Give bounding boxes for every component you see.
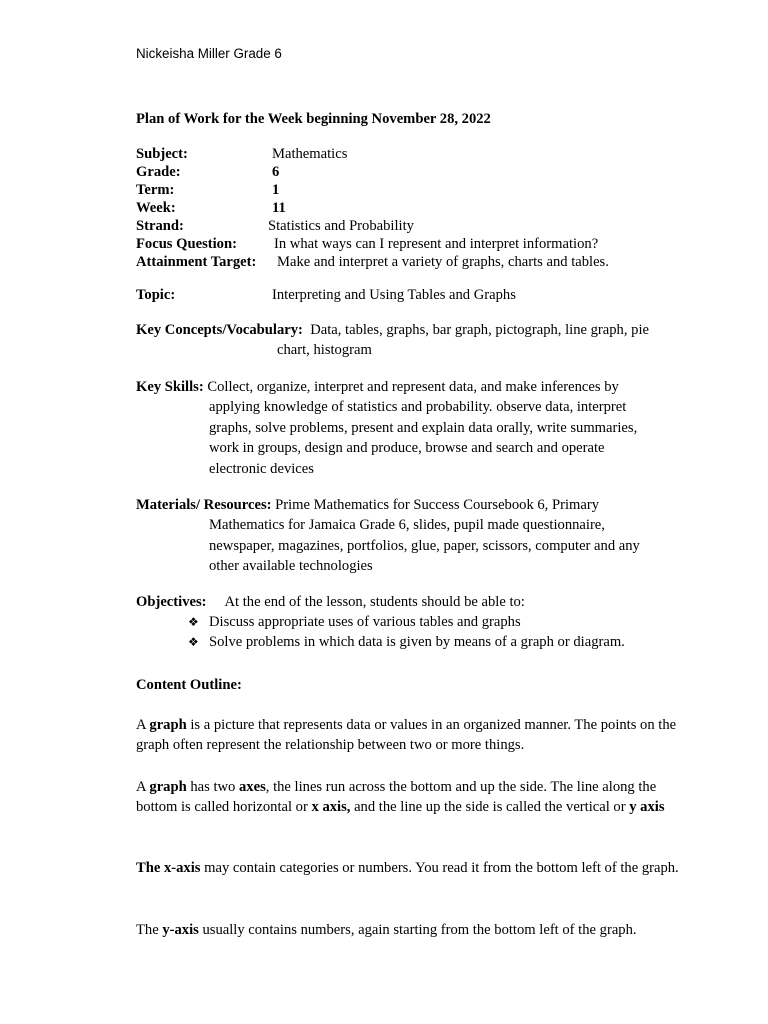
info-row-subject: Subject: Mathematics (136, 146, 348, 162)
diamond-bullet-icon: ❖ (188, 635, 199, 650)
key-skills: Key Skills: Collect, organize, interpret and represent data, and make inferences by applying knowledge of statistics and probability. observe data, interpret graphs, solve problems, present and explain data orally, write summaries, work in groups, design and produce, browse and search and operate electronic devices (136, 379, 638, 477)
info-row-strand: Strand: Statistics and Probability (136, 218, 414, 234)
info-row-attainment-target: Attainment Target: Make and interpret a variety of graphs, charts and tables. (136, 254, 609, 270)
info-row-week: Week: 11 (136, 200, 286, 216)
diamond-bullet-icon: ❖ (188, 615, 199, 629)
list-item: ❖ Solve problems in which data is given by means of a graph or diagram. (188, 632, 688, 652)
objectives-list (188, 612, 688, 653)
objectives-line: Objectives: At the end of the lesson, students should be able to: (136, 594, 525, 610)
list-item: ❖ Discuss appropriate uses of various tables and graphs (188, 612, 688, 632)
key-concepts: Key Concepts/Vocabulary: Data, tables, graphs, bar graph, pictograph, line graph, pie chart, histogram (136, 322, 649, 359)
topic-row: Topic: Interpreting and Using Tables and Graphs (136, 287, 516, 303)
author-header: Nickeisha Miller Grade 6 (136, 46, 282, 61)
paragraph-y-axis: The y-axis usually contains numbers, again starting from the bottom left of the graph. (136, 922, 637, 938)
paragraph-graph-definition: A graph is a picture that represents data or values in an organized manner. The points on the graph often represent the relationship between two or more things. (136, 717, 677, 754)
info-row-grade: Grade: 6 (136, 164, 280, 180)
info-row-term: Term: 1 (136, 182, 280, 198)
info-block (136, 145, 681, 271)
paragraph-graph-axes: A graph has two axes, the lines run across the bottom and up the side. The line along the bottom is called horizontal or x axis, and the line up the side is called the vertical or y axis (136, 779, 665, 816)
plan-title: Plan of Work for the Week beginning November 28, 2022 (136, 111, 491, 127)
materials-resources: Materials/ Resources: Prime Mathematics for Success Coursebook 6, Primary Mathematics for Jamaica Grade 6, slides, pupil made questionnaire, newspaper, magazines, portfolios, glue, paper, scissors, computer and any other available technologies (136, 497, 640, 575)
info-row-focus-question: Focus Question: In what ways can I represent and interpret information? (136, 236, 599, 252)
content-outline-heading: Content Outline: (136, 677, 242, 693)
paragraph-x-axis: The x-axis may contain categories or numbers. You read it from the bottom left of the graph. (136, 860, 679, 876)
